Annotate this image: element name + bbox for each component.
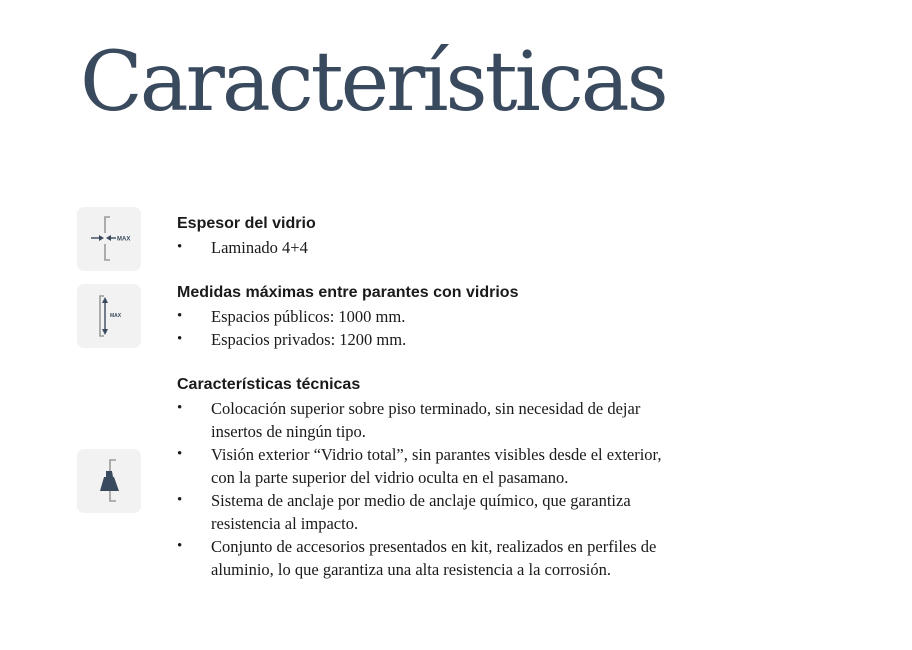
section-heading: Características técnicas [177,376,361,393]
thickness-max-label: MAX [117,236,131,243]
glass-thickness-icon [77,207,141,271]
list-item: • Espacios privados: 1200 mm. [177,328,717,351]
section-glass-thickness [177,214,717,259]
top-mount-anchor-icon [77,449,141,513]
section-heading: Espesor del vidrio [177,215,316,232]
section-heading: Medidas máximas entre parantes con vidrios [177,284,519,301]
height-max-label: MAX [110,313,122,319]
bullet-list [177,236,717,259]
list-item: • Sistema de anclaje por medio de anclaje químico, que garantiza resistencia al impacto. [177,489,677,535]
section-technical-features [177,375,677,581]
list-item: • Colocación superior sobre piso terminado, sin necesidad de dejar insertos de ningún tipo. [177,397,677,443]
list-item: • Espacios públicos: 1000 mm. [177,305,717,328]
list-item: • Visión exterior “Vidrio total”, sin parantes visibles desde el exterior, con la parte superior del vidrio oculta en el pasamano. [177,443,677,489]
page-title: Características [80,35,666,130]
list-item: • Laminado 4+4 [177,236,717,259]
max-height-icon [77,284,141,348]
section-max-dimensions [177,283,717,351]
bullet-list [177,397,677,581]
bullet-list [177,305,717,351]
list-item: • Conjunto de accesorios presentados en kit, realizados en perfiles de aluminio, lo que garantiza una alta resistencia a la corrosión. [177,535,677,581]
